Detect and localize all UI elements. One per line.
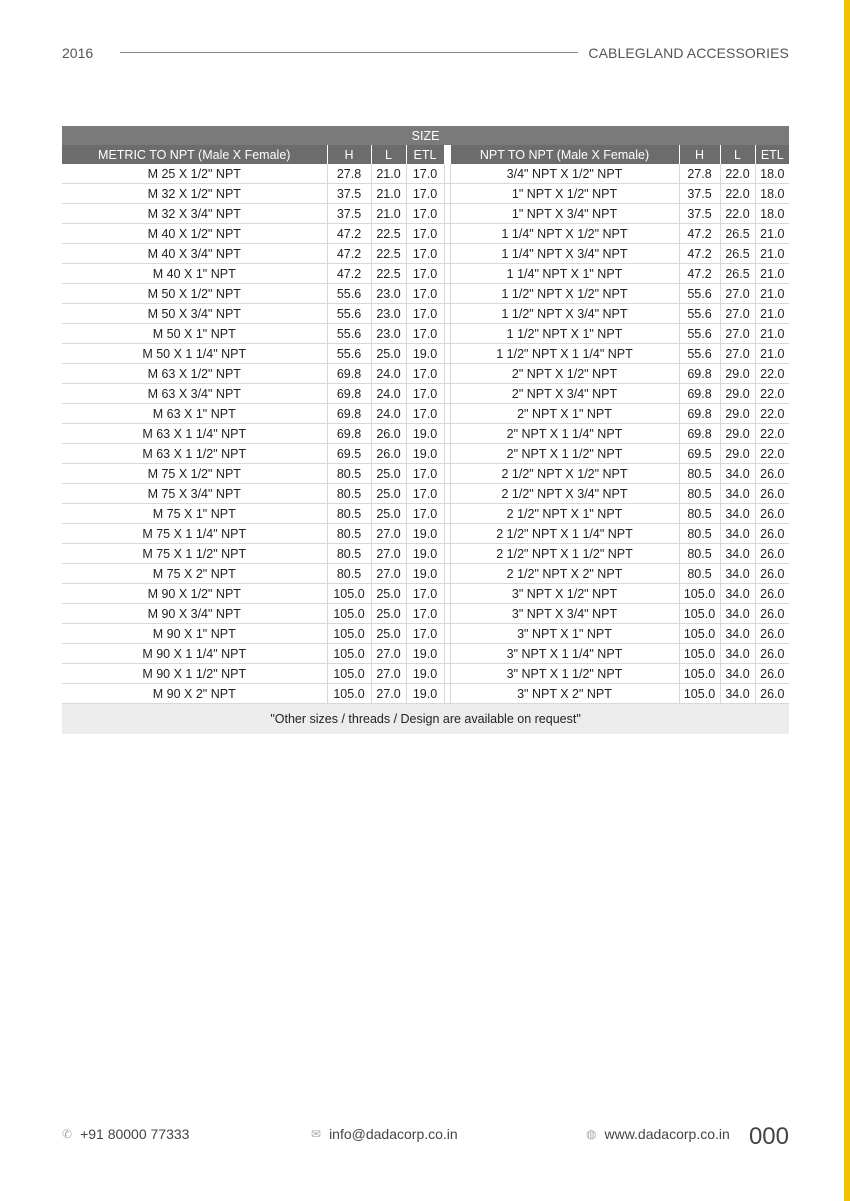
table-row xyxy=(62,604,789,624)
l-right-cell: 34.0 xyxy=(720,484,755,504)
npt-size-cell: 2" NPT X 3/4" NPT xyxy=(450,384,679,404)
l-right-cell: 34.0 xyxy=(720,524,755,544)
l-right-cell: 34.0 xyxy=(720,664,755,684)
table-row xyxy=(62,564,789,584)
h-left-cell: 105.0 xyxy=(327,604,371,624)
etl-right-cell: 21.0 xyxy=(755,344,789,364)
l-left-cell: 23.0 xyxy=(371,304,406,324)
email-icon: ✉ xyxy=(311,1127,322,1141)
h-left-cell: 69.8 xyxy=(327,424,371,444)
page-number: 000 xyxy=(748,1123,789,1150)
etl-right-cell: 22.0 xyxy=(755,444,789,464)
l-left-cell: 25.0 xyxy=(371,464,406,484)
table-row xyxy=(62,504,789,524)
metric-size-cell: M 63 X 1/2" NPT xyxy=(62,364,327,384)
etl-left-cell: 17.0 xyxy=(406,164,444,184)
metric-size-cell: M 63 X 1 1/4" NPT xyxy=(62,424,327,444)
footer-email xyxy=(311,1126,458,1142)
etl-right-cell: 22.0 xyxy=(755,404,789,424)
h-left-cell: 80.5 xyxy=(327,484,371,504)
table-row xyxy=(62,204,789,224)
npt-size-cell: 2 1/2" NPT X 3/4" NPT xyxy=(450,484,679,504)
metric-size-cell: M 90 X 1 1/2" NPT xyxy=(62,664,327,684)
h-right-cell: 55.6 xyxy=(679,304,720,324)
l-right-cell: 34.0 xyxy=(720,564,755,584)
h-right-cell: 80.5 xyxy=(679,564,720,584)
etl-right-cell: 21.0 xyxy=(755,244,789,264)
h-right-cell: 105.0 xyxy=(679,684,720,704)
table-row xyxy=(62,644,789,664)
etl-left-cell: 19.0 xyxy=(406,424,444,444)
h-left-cell: 47.2 xyxy=(327,264,371,284)
h-left-cell: 27.8 xyxy=(327,164,371,184)
h-left-cell: 55.6 xyxy=(327,324,371,344)
footer-phone xyxy=(62,1126,189,1142)
h-left-cell: 105.0 xyxy=(327,624,371,644)
npt-size-cell: 3" NPT X 2" NPT xyxy=(450,684,679,704)
etl-right-cell: 21.0 xyxy=(755,304,789,324)
availability-note: "Other sizes / threads / Design are available on request" xyxy=(62,704,789,735)
metric-size-cell: M 40 X 3/4" NPT xyxy=(62,244,327,264)
h-right-cell: 105.0 xyxy=(679,624,720,644)
table-row xyxy=(62,424,789,444)
metric-size-cell: M 90 X 2" NPT xyxy=(62,684,327,704)
h-right-cell: 47.2 xyxy=(679,264,720,284)
etl-right-cell: 26.0 xyxy=(755,584,789,604)
npt-size-cell: 2 1/2" NPT X 1/2" NPT xyxy=(450,464,679,484)
etl-left-cell: 17.0 xyxy=(406,264,444,284)
l-right-cell: 26.5 xyxy=(720,244,755,264)
metric-size-cell: M 50 X 1 1/4" NPT xyxy=(62,344,327,364)
l-right-cell: 34.0 xyxy=(720,544,755,564)
l-right-cell: 34.0 xyxy=(720,644,755,664)
metric-size-cell: M 50 X 1" NPT xyxy=(62,324,327,344)
h-right-cell: 55.6 xyxy=(679,284,720,304)
npt-size-cell: 1" NPT X 1/2" NPT xyxy=(450,184,679,204)
npt-size-cell: 1 1/2" NPT X 1 1/4" NPT xyxy=(450,344,679,364)
metric-size-cell: M 50 X 3/4" NPT xyxy=(62,304,327,324)
npt-size-cell: 2" NPT X 1" NPT xyxy=(450,404,679,424)
metric-size-cell: M 40 X 1/2" NPT xyxy=(62,224,327,244)
metric-size-cell: M 75 X 1 1/2" NPT xyxy=(62,544,327,564)
h-right-cell: 55.6 xyxy=(679,324,720,344)
table-row xyxy=(62,364,789,384)
etl-left-cell: 17.0 xyxy=(406,184,444,204)
h-left-cell: 55.6 xyxy=(327,284,371,304)
npt-size-cell: 2 1/2" NPT X 1" NPT xyxy=(450,504,679,524)
table-row xyxy=(62,264,789,284)
h-right-cell: 69.8 xyxy=(679,364,720,384)
h-right-cell: 80.5 xyxy=(679,484,720,504)
table-row xyxy=(62,224,789,244)
l-left-cell: 22.5 xyxy=(371,224,406,244)
h-left-cell: 80.5 xyxy=(327,524,371,544)
metric-size-cell: M 75 X 1 1/4" NPT xyxy=(62,524,327,544)
h-right-cell: 27.8 xyxy=(679,164,720,184)
h-right-cell: 80.5 xyxy=(679,544,720,564)
l-left-cell: 27.0 xyxy=(371,664,406,684)
size-table xyxy=(62,126,789,734)
col-header-metric: METRIC TO NPT (Male X Female) xyxy=(62,145,327,164)
etl-left-cell: 17.0 xyxy=(406,224,444,244)
etl-left-cell: 17.0 xyxy=(406,604,444,624)
h-left-cell: 105.0 xyxy=(327,684,371,704)
etl-right-cell: 21.0 xyxy=(755,284,789,304)
table-row xyxy=(62,464,789,484)
l-right-cell: 29.0 xyxy=(720,384,755,404)
etl-right-cell: 22.0 xyxy=(755,384,789,404)
col-header-h-left: H xyxy=(327,145,371,164)
h-right-cell: 55.6 xyxy=(679,344,720,364)
etl-left-cell: 17.0 xyxy=(406,284,444,304)
metric-size-cell: M 75 X 1" NPT xyxy=(62,504,327,524)
etl-right-cell: 26.0 xyxy=(755,644,789,664)
l-right-cell: 34.0 xyxy=(720,624,755,644)
etl-left-cell: 17.0 xyxy=(406,304,444,324)
npt-size-cell: 1 1/4" NPT X 1" NPT xyxy=(450,264,679,284)
l-right-cell: 27.0 xyxy=(720,344,755,364)
l-left-cell: 25.0 xyxy=(371,484,406,504)
table-row xyxy=(62,164,789,184)
l-left-cell: 22.5 xyxy=(371,244,406,264)
etl-left-cell: 19.0 xyxy=(406,664,444,684)
npt-size-cell: 1 1/2" NPT X 1/2" NPT xyxy=(450,284,679,304)
metric-size-cell: M 25 X 1/2" NPT xyxy=(62,164,327,184)
etl-left-cell: 19.0 xyxy=(406,544,444,564)
table-row xyxy=(62,384,789,404)
table-row xyxy=(62,684,789,704)
h-right-cell: 69.8 xyxy=(679,384,720,404)
npt-size-cell: 2 1/2" NPT X 2" NPT xyxy=(450,564,679,584)
etl-right-cell: 26.0 xyxy=(755,484,789,504)
etl-right-cell: 21.0 xyxy=(755,324,789,344)
h-left-cell: 105.0 xyxy=(327,644,371,664)
npt-size-cell: 1 1/2" NPT X 1" NPT xyxy=(450,324,679,344)
col-header-h-right: H xyxy=(679,145,720,164)
etl-right-cell: 26.0 xyxy=(755,624,789,644)
l-left-cell: 26.0 xyxy=(371,444,406,464)
h-left-cell: 105.0 xyxy=(327,584,371,604)
etl-left-cell: 17.0 xyxy=(406,584,444,604)
table-row xyxy=(62,184,789,204)
etl-right-cell: 18.0 xyxy=(755,204,789,224)
accent-bar xyxy=(844,0,850,1201)
h-left-cell: 80.5 xyxy=(327,544,371,564)
npt-size-cell: 2" NPT X 1 1/2" NPT xyxy=(450,444,679,464)
l-right-cell: 27.0 xyxy=(720,324,755,344)
metric-size-cell: M 63 X 3/4" NPT xyxy=(62,384,327,404)
metric-size-cell: M 75 X 1/2" NPT xyxy=(62,464,327,484)
col-header-etl-right: ETL xyxy=(755,145,789,164)
l-left-cell: 25.0 xyxy=(371,624,406,644)
etl-right-cell: 26.0 xyxy=(755,464,789,484)
npt-size-cell: 3" NPT X 1 1/4" NPT xyxy=(450,644,679,664)
col-header-l-left: L xyxy=(371,145,406,164)
h-right-cell: 80.5 xyxy=(679,504,720,524)
h-right-cell: 37.5 xyxy=(679,184,720,204)
etl-right-cell: 26.0 xyxy=(755,604,789,624)
h-right-cell: 105.0 xyxy=(679,664,720,684)
etl-right-cell: 18.0 xyxy=(755,164,789,184)
etl-left-cell: 17.0 xyxy=(406,504,444,524)
etl-left-cell: 19.0 xyxy=(406,684,444,704)
h-right-cell: 37.5 xyxy=(679,204,720,224)
etl-left-cell: 17.0 xyxy=(406,364,444,384)
h-right-cell: 80.5 xyxy=(679,464,720,484)
table-row xyxy=(62,344,789,364)
npt-size-cell: 3" NPT X 1" NPT xyxy=(450,624,679,644)
metric-size-cell: M 63 X 1 1/2" NPT xyxy=(62,444,327,464)
website-url: www.dadacorp.co.in xyxy=(604,1126,730,1142)
npt-size-cell: 2" NPT X 1 1/4" NPT xyxy=(450,424,679,444)
table-body xyxy=(62,164,789,704)
h-left-cell: 80.5 xyxy=(327,504,371,524)
size-header-row xyxy=(62,126,789,145)
etl-left-cell: 17.0 xyxy=(406,244,444,264)
npt-size-cell: 1" NPT X 3/4" NPT xyxy=(450,204,679,224)
etl-left-cell: 17.0 xyxy=(406,324,444,344)
metric-size-cell: M 63 X 1" NPT xyxy=(62,404,327,424)
etl-left-cell: 19.0 xyxy=(406,644,444,664)
h-left-cell: 80.5 xyxy=(327,564,371,584)
npt-size-cell: 3" NPT X 1/2" NPT xyxy=(450,584,679,604)
l-left-cell: 27.0 xyxy=(371,644,406,664)
l-left-cell: 27.0 xyxy=(371,544,406,564)
etl-left-cell: 17.0 xyxy=(406,484,444,504)
l-left-cell: 27.0 xyxy=(371,524,406,544)
l-right-cell: 34.0 xyxy=(720,684,755,704)
l-left-cell: 25.0 xyxy=(371,604,406,624)
header-divider xyxy=(120,52,578,53)
l-left-cell: 24.0 xyxy=(371,384,406,404)
l-left-cell: 24.0 xyxy=(371,404,406,424)
h-left-cell: 105.0 xyxy=(327,664,371,684)
h-left-cell: 37.5 xyxy=(327,204,371,224)
h-left-cell: 55.6 xyxy=(327,304,371,324)
table-row xyxy=(62,444,789,464)
etl-right-cell: 26.0 xyxy=(755,684,789,704)
npt-size-cell: 2" NPT X 1/2" NPT xyxy=(450,364,679,384)
table-row xyxy=(62,324,789,344)
l-left-cell: 21.0 xyxy=(371,184,406,204)
npt-size-cell: 1 1/4" NPT X 3/4" NPT xyxy=(450,244,679,264)
l-left-cell: 23.0 xyxy=(371,284,406,304)
npt-size-cell: 3/4" NPT X 1/2" NPT xyxy=(450,164,679,184)
h-left-cell: 69.8 xyxy=(327,364,371,384)
col-header-npt: NPT TO NPT (Male X Female) xyxy=(450,145,679,164)
etl-left-cell: 19.0 xyxy=(406,444,444,464)
metric-size-cell: M 50 X 1/2" NPT xyxy=(62,284,327,304)
l-right-cell: 22.0 xyxy=(720,204,755,224)
table-row xyxy=(62,524,789,544)
table-row xyxy=(62,244,789,264)
metric-size-cell: M 75 X 2" NPT xyxy=(62,564,327,584)
etl-right-cell: 26.0 xyxy=(755,664,789,684)
etl-right-cell: 26.0 xyxy=(755,524,789,544)
h-left-cell: 69.8 xyxy=(327,384,371,404)
table-row xyxy=(62,404,789,424)
footer-website xyxy=(586,1126,730,1142)
globe-icon: ◍ xyxy=(586,1127,597,1141)
npt-size-cell: 3" NPT X 3/4" NPT xyxy=(450,604,679,624)
etl-left-cell: 19.0 xyxy=(406,564,444,584)
npt-size-cell: 2 1/2" NPT X 1 1/4" NPT xyxy=(450,524,679,544)
l-left-cell: 25.0 xyxy=(371,344,406,364)
header-year: 2016 xyxy=(62,45,94,61)
h-left-cell: 47.2 xyxy=(327,244,371,264)
h-right-cell: 69.8 xyxy=(679,424,720,444)
l-left-cell: 21.0 xyxy=(371,204,406,224)
h-right-cell: 105.0 xyxy=(679,584,720,604)
l-left-cell: 25.0 xyxy=(371,504,406,524)
h-right-cell: 69.5 xyxy=(679,444,720,464)
phone-icon: ✆ xyxy=(62,1127,73,1141)
etl-right-cell: 26.0 xyxy=(755,504,789,524)
table-row xyxy=(62,624,789,644)
h-right-cell: 47.2 xyxy=(679,224,720,244)
etl-left-cell: 19.0 xyxy=(406,524,444,544)
l-right-cell: 27.0 xyxy=(720,304,755,324)
l-left-cell: 22.5 xyxy=(371,264,406,284)
etl-left-cell: 17.0 xyxy=(406,624,444,644)
etl-right-cell: 22.0 xyxy=(755,424,789,444)
etl-right-cell: 22.0 xyxy=(755,364,789,384)
etl-left-cell: 19.0 xyxy=(406,344,444,364)
metric-size-cell: M 90 X 1" NPT xyxy=(62,624,327,644)
l-left-cell: 24.0 xyxy=(371,364,406,384)
metric-size-cell: M 90 X 1 1/4" NPT xyxy=(62,644,327,664)
etl-left-cell: 17.0 xyxy=(406,384,444,404)
h-left-cell: 69.5 xyxy=(327,444,371,464)
email-address: info@dadacorp.co.in xyxy=(329,1126,458,1142)
h-right-cell: 69.8 xyxy=(679,404,720,424)
npt-size-cell: 2 1/2" NPT X 1 1/2" NPT xyxy=(450,544,679,564)
l-left-cell: 27.0 xyxy=(371,564,406,584)
npt-size-cell: 1 1/4" NPT X 1/2" NPT xyxy=(450,224,679,244)
h-right-cell: 47.2 xyxy=(679,244,720,264)
h-right-cell: 105.0 xyxy=(679,604,720,624)
h-left-cell: 37.5 xyxy=(327,184,371,204)
l-right-cell: 34.0 xyxy=(720,604,755,624)
header-title: CABLEGLAND ACCESSORIES xyxy=(588,45,789,61)
etl-right-cell: 21.0 xyxy=(755,224,789,244)
l-right-cell: 29.0 xyxy=(720,364,755,384)
l-right-cell: 26.5 xyxy=(720,224,755,244)
l-left-cell: 26.0 xyxy=(371,424,406,444)
l-right-cell: 27.0 xyxy=(720,284,755,304)
l-left-cell: 21.0 xyxy=(371,164,406,184)
etl-left-cell: 17.0 xyxy=(406,404,444,424)
l-right-cell: 22.0 xyxy=(720,184,755,204)
l-right-cell: 22.0 xyxy=(720,164,755,184)
etl-left-cell: 17.0 xyxy=(406,464,444,484)
l-left-cell: 23.0 xyxy=(371,324,406,344)
l-right-cell: 34.0 xyxy=(720,504,755,524)
table-row xyxy=(62,544,789,564)
etl-right-cell: 21.0 xyxy=(755,264,789,284)
h-left-cell: 80.5 xyxy=(327,464,371,484)
etl-right-cell: 26.0 xyxy=(755,564,789,584)
table-row xyxy=(62,284,789,304)
table-row xyxy=(62,584,789,604)
metric-size-cell: M 90 X 1/2" NPT xyxy=(62,584,327,604)
npt-size-cell: 1 1/2" NPT X 3/4" NPT xyxy=(450,304,679,324)
metric-size-cell: M 32 X 3/4" NPT xyxy=(62,204,327,224)
h-left-cell: 69.8 xyxy=(327,404,371,424)
l-right-cell: 34.0 xyxy=(720,464,755,484)
phone-number: +91 80000 77333 xyxy=(80,1126,190,1142)
metric-size-cell: M 32 X 1/2" NPT xyxy=(62,184,327,204)
l-right-cell: 34.0 xyxy=(720,584,755,604)
metric-size-cell: M 75 X 3/4" NPT xyxy=(62,484,327,504)
l-left-cell: 27.0 xyxy=(371,684,406,704)
l-right-cell: 29.0 xyxy=(720,444,755,464)
col-header-l-right: L xyxy=(720,145,755,164)
l-left-cell: 25.0 xyxy=(371,584,406,604)
etl-right-cell: 26.0 xyxy=(755,544,789,564)
col-header-etl-left: ETL xyxy=(406,145,444,164)
metric-size-cell: M 90 X 3/4" NPT xyxy=(62,604,327,624)
h-right-cell: 80.5 xyxy=(679,524,720,544)
etl-left-cell: 17.0 xyxy=(406,204,444,224)
size-label: SIZE xyxy=(62,126,789,145)
table-row xyxy=(62,304,789,324)
table-row xyxy=(62,484,789,504)
h-left-cell: 47.2 xyxy=(327,224,371,244)
metric-size-cell: M 40 X 1" NPT xyxy=(62,264,327,284)
table-row xyxy=(62,664,789,684)
column-header-row xyxy=(62,145,789,164)
l-right-cell: 29.0 xyxy=(720,404,755,424)
etl-right-cell: 18.0 xyxy=(755,184,789,204)
h-left-cell: 55.6 xyxy=(327,344,371,364)
npt-size-cell: 3" NPT X 1 1/2" NPT xyxy=(450,664,679,684)
note-row xyxy=(62,704,789,735)
l-right-cell: 26.5 xyxy=(720,264,755,284)
h-right-cell: 105.0 xyxy=(679,644,720,664)
l-right-cell: 29.0 xyxy=(720,424,755,444)
